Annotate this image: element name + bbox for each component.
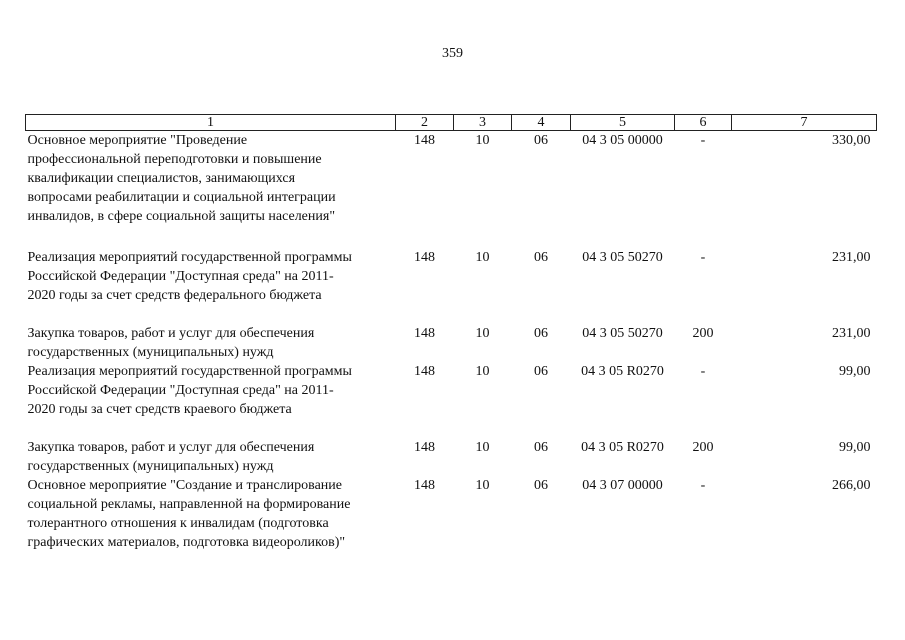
row-admin-code: 148 [414, 364, 435, 379]
row-amount: 231,00 [832, 250, 871, 265]
row-name-line: инвалидов, в сфере социальной защиты населения" [27, 209, 336, 224]
row-name-cell [26, 131, 396, 227]
table-row [26, 248, 877, 305]
row-amount: 99,00 [839, 364, 871, 379]
row-admin-code: 148 [414, 440, 435, 455]
row-name-cell [26, 248, 396, 305]
row-name-line: графических материалов, подготовка видеороликов)" [27, 535, 346, 550]
row-name-line: квалификации специалистов, занимающихся [27, 171, 296, 186]
row-expense-type: - [700, 250, 706, 265]
table-row [26, 476, 877, 552]
row-spacer [26, 226, 877, 248]
table-header-row [26, 115, 877, 131]
row-name-line: государственных (муниципальных) нужд [27, 345, 274, 360]
row-name-line: вопросами реабилитации и социальной интеграции [27, 190, 336, 205]
table-row [26, 131, 877, 227]
row-section-code: 10 [475, 326, 490, 341]
row-name-cell [26, 362, 396, 419]
table-row [26, 324, 877, 362]
row-name-cell [26, 438, 396, 476]
row-expense-type: 200 [692, 326, 714, 341]
row-expense-type: - [700, 364, 706, 379]
header-col-3: 3 [454, 115, 512, 131]
row-name-line: Основное мероприятие "Создание и транслирование [27, 478, 343, 493]
row-subsection-code: 06 [534, 326, 548, 341]
row-name-line: Реализация мероприятий государственной программы [27, 364, 352, 379]
row-name-line: социальной рекламы, направленной на формирование [27, 497, 351, 512]
row-admin-code: 148 [414, 326, 435, 341]
row-target-code: 04 3 05 R0270 [581, 440, 664, 455]
row-spacer [26, 419, 877, 438]
row-target-code: 04 3 07 00000 [582, 478, 663, 493]
row-subsection-code: 06 [534, 478, 548, 493]
row-target-code: 04 3 05 00000 [582, 133, 663, 148]
row-name-line: Реализация мероприятий государственной программы [27, 250, 352, 265]
row-section-code: 10 [475, 133, 490, 148]
table-row [26, 362, 877, 419]
header-col-1: 1 [26, 115, 396, 131]
row-name-line: государственных (муниципальных) нужд [27, 459, 274, 474]
row-name-line: Закупка товаров, работ и услуг для обеспечения [27, 326, 315, 341]
row-admin-code: 148 [414, 478, 435, 493]
header-col-7: 7 [732, 115, 877, 131]
row-name-line: Закупка товаров, работ и услуг для обеспечения [27, 440, 315, 455]
row-section-code: 10 [475, 440, 490, 455]
row-name-line: Основное мероприятие "Проведение [27, 133, 248, 148]
row-expense-type: - [700, 133, 706, 148]
row-subsection-code: 06 [534, 364, 548, 379]
header-col-5: 5 [571, 115, 675, 131]
row-amount: 99,00 [839, 440, 871, 455]
row-target-code: 04 3 05 R0270 [581, 364, 664, 379]
row-target-code: 04 3 05 50270 [582, 250, 663, 265]
budget-table [25, 114, 877, 552]
row-admin-code: 148 [414, 133, 435, 148]
row-name-line: толерантного отношения к инвалидам (подготовка [27, 516, 329, 531]
table-row [26, 438, 877, 476]
row-target-code: 04 3 05 50270 [582, 326, 663, 341]
row-section-code: 10 [475, 478, 490, 493]
row-subsection-code: 06 [534, 133, 548, 148]
row-name-line: профессиональной переподготовки и повышение [27, 152, 322, 167]
header-col-2: 2 [396, 115, 454, 131]
row-expense-type: 200 [692, 440, 714, 455]
row-amount: 231,00 [832, 326, 871, 341]
row-admin-code: 148 [414, 250, 435, 265]
row-spacer [26, 305, 877, 324]
row-name-line: 2020 годы за счет средств краевого бюджета [27, 402, 292, 417]
row-name-line: Российской Федерации "Доступная среда" на 2011- [27, 269, 334, 284]
row-name-line: Российской Федерации "Доступная среда" на 2011- [27, 383, 334, 398]
page-number: 359 [442, 46, 463, 61]
row-amount: 266,00 [832, 478, 871, 493]
row-expense-type: - [700, 478, 706, 493]
header-col-6: 6 [675, 115, 732, 131]
row-section-code: 10 [475, 364, 490, 379]
row-subsection-code: 06 [534, 440, 548, 455]
row-name-cell [26, 476, 396, 552]
header-col-4: 4 [512, 115, 571, 131]
row-name-cell [26, 324, 396, 362]
row-section-code: 10 [475, 250, 490, 265]
row-subsection-code: 06 [534, 250, 548, 265]
row-name-line: 2020 годы за счет средств федерального бюджета [27, 288, 322, 303]
row-amount: 330,00 [832, 133, 871, 148]
